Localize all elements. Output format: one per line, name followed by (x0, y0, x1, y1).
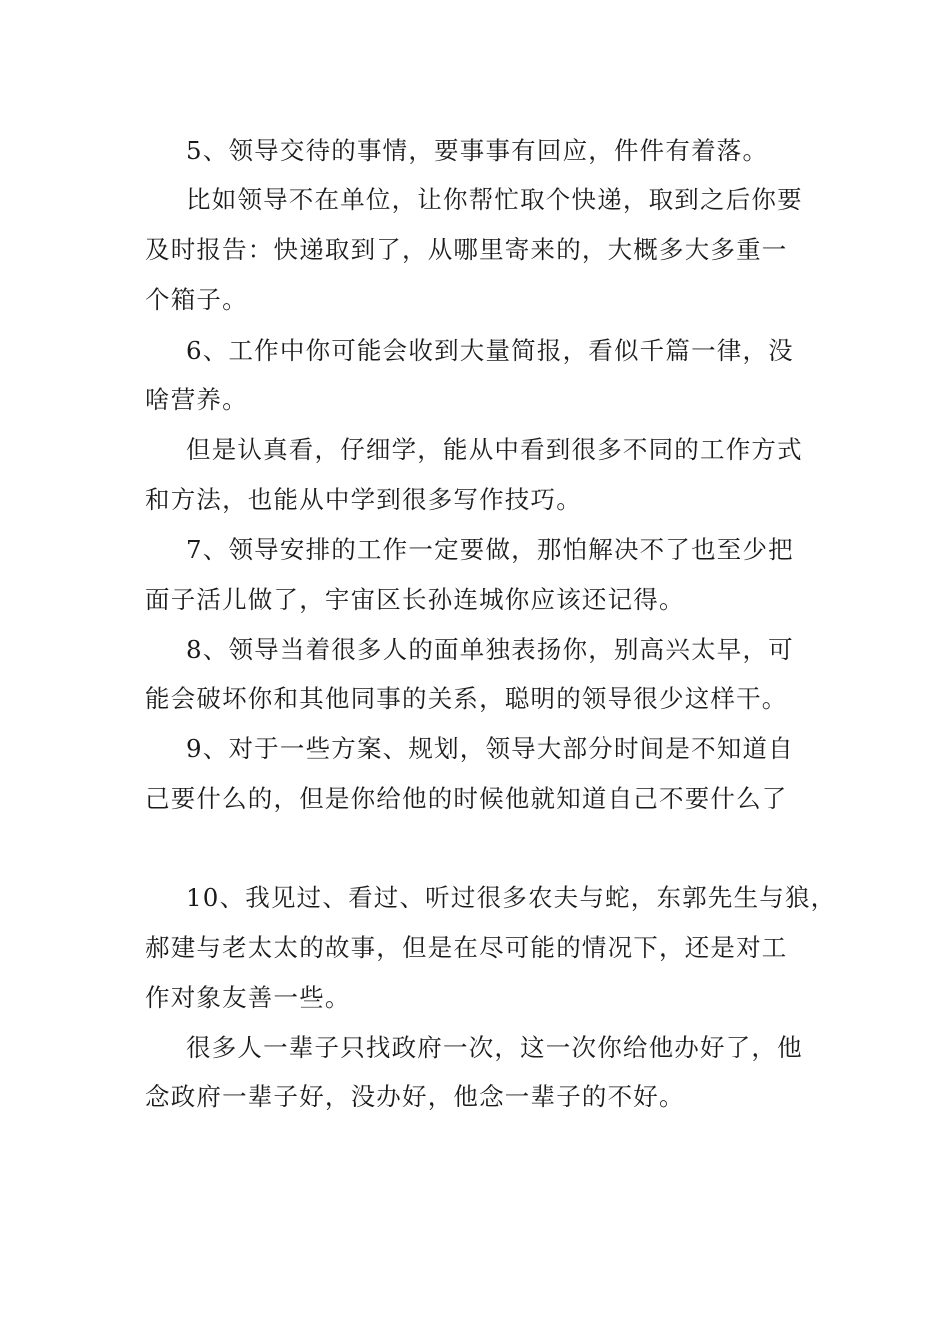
paragraph-8-line-1: 8、领导当着很多人的面单独表扬你，别高兴太早，可 (186, 635, 794, 664)
paragraph-9-line-1: 9、对于一些方案、规划，领导大部分时间是不知道自 (186, 734, 794, 763)
paragraph-8-line-2: 能会破坏你和其他同事的关系，聪明的领导很少这样干。 (145, 684, 788, 713)
paragraph-6-followup-line-1: 但是认真看，仔细学，能从中看到很多不同的工作方式 (186, 435, 803, 464)
paragraph-10-line-1: 10、我见过、看过、听过很多农夫与蛇，东郭先生与狼， (186, 883, 837, 912)
paragraph-10-line-2: 郝建与老太太的故事，但是在尽可能的情况下，还是对工 (145, 933, 788, 962)
paragraph-7-line-2: 面子活儿做了，宇宙区长孙连城你应该还记得。 (145, 585, 685, 614)
paragraph-7-line-1: 7、领导安排的工作一定要做，那怕解决不了也至少把 (186, 535, 794, 564)
paragraph-10-followup-line-2: 念政府一辈子好，没办好，他念一辈子的不好。 (145, 1082, 685, 1111)
paragraph-5-example-line-3: 个箱子。 (145, 285, 248, 314)
paragraph-9-line-2: 己要什么的，但是你给他的时候他就知道自己不要什么了 (145, 784, 788, 813)
paragraph-6-line-2: 啥营养。 (145, 385, 248, 414)
paragraph-6-followup-line-2: 和方法，也能从中学到很多写作技巧。 (145, 485, 582, 514)
paragraph-5-line-1: 5、领导交待的事情，要事事有回应，件件有着落。 (186, 136, 769, 165)
paragraph-5-example-line-1: 比如领导不在单位，让你帮忙取个快递，取到之后你要 (186, 185, 803, 214)
paragraph-10-followup-line-1: 很多人一辈子只找政府一次，这一次你给他办好了，他 (186, 1033, 803, 1062)
paragraph-5-example-line-2: 及时报告：快递取到了，从哪里寄来的，大概多大多重一 (145, 235, 788, 264)
paragraph-10-line-3: 作对象友善一些。 (145, 983, 351, 1012)
paragraph-6-line-1: 6、工作中你可能会收到大量简报，看似千篇一律，没 (186, 336, 794, 365)
